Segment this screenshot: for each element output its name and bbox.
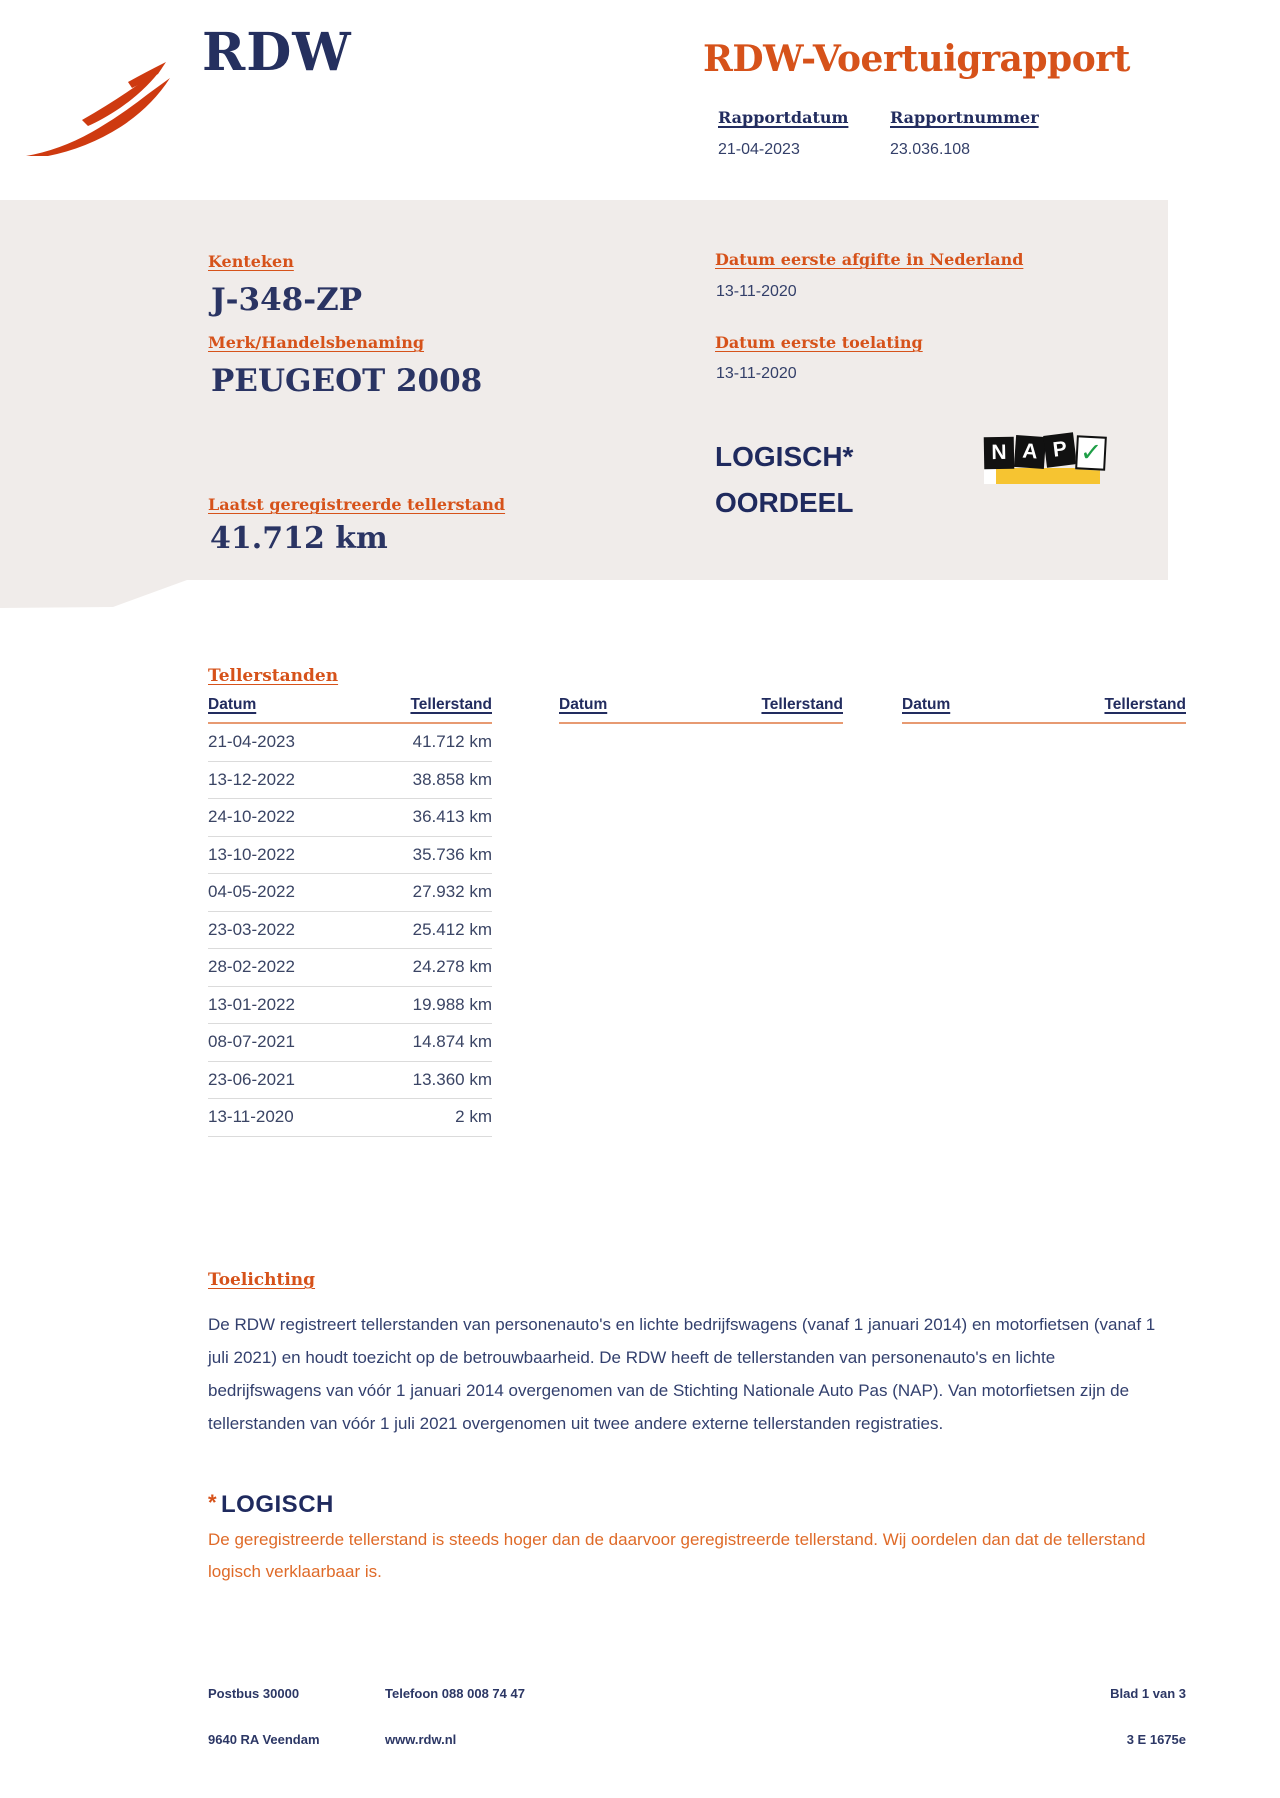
oordeel-line1: LOGISCH* bbox=[715, 441, 854, 472]
afgifte-value: 13-11-2020 bbox=[716, 283, 797, 300]
laatste-tellerstand-value: 41.712 km bbox=[210, 521, 388, 556]
merk-value: PEUGEOT 2008 bbox=[211, 363, 483, 399]
toelichting-heading: Toelichting bbox=[208, 1270, 316, 1290]
tellerstanden-column-group-2 bbox=[559, 696, 843, 724]
logisch-asterisk: * bbox=[208, 1490, 217, 1515]
nap-checkmark-icon: ✓ bbox=[1075, 435, 1107, 471]
tellerstand-row-date: 24-10-2022 bbox=[208, 807, 295, 827]
tellerstand-row-date: 13-01-2022 bbox=[208, 994, 295, 1014]
report-number-value: 23.036.108 bbox=[890, 141, 971, 158]
tellerstand-row bbox=[208, 1099, 492, 1137]
oordeel-verdict bbox=[715, 434, 853, 526]
tellerstanden-column-group-1 bbox=[208, 696, 492, 1137]
footer-page-indicator: Blad 1 van 3 bbox=[1110, 1686, 1186, 1701]
tellerstand-row bbox=[208, 837, 492, 875]
logisch-section-heading bbox=[208, 1490, 334, 1519]
nap-yellow-bar bbox=[996, 468, 1100, 484]
tellerstand-row-value: 2 km bbox=[455, 1107, 492, 1127]
tellerstand-row-value: 24.278 km bbox=[412, 957, 492, 977]
tellerstand-row-date: 23-06-2021 bbox=[208, 1069, 295, 1089]
rdw-logo-text: RDW bbox=[202, 22, 352, 83]
column-header-tellerstand: Tellerstand bbox=[410, 696, 492, 713]
footer-website-link[interactable]: www.rdw.nl bbox=[385, 1732, 457, 1747]
tellerstand-row-value: 41.712 km bbox=[412, 732, 492, 752]
report-date-label: Rapportdatum bbox=[718, 108, 849, 127]
footer-address-line2: 9640 RA Veendam bbox=[208, 1732, 320, 1747]
tellerstand-row bbox=[208, 762, 492, 800]
tellerstand-row bbox=[208, 874, 492, 912]
laatste-tellerstand-label: Laatst geregistreerde tellerstand bbox=[208, 495, 506, 514]
tellerstand-row bbox=[208, 1062, 492, 1100]
tellerstand-row-value: 13.360 km bbox=[412, 1069, 492, 1089]
table-header-row bbox=[902, 696, 1186, 724]
tellerstanden-heading: Tellerstanden bbox=[208, 666, 339, 686]
tellerstand-row bbox=[208, 799, 492, 837]
footer-phone: Telefoon 088 008 74 47 bbox=[385, 1686, 525, 1701]
table-body bbox=[208, 724, 492, 1137]
column-header-datum: Datum bbox=[559, 696, 608, 713]
nap-tile-n: N bbox=[984, 437, 1015, 470]
tellerstand-row bbox=[208, 1024, 492, 1062]
kenteken-label: Kenteken bbox=[208, 252, 294, 271]
logisch-word: LOGISCH bbox=[221, 1491, 334, 1518]
footer-form-code: 3 E 1675e bbox=[1126, 1732, 1186, 1747]
column-header-tellerstand: Tellerstand bbox=[1104, 696, 1186, 713]
tellerstand-row-value: 19.988 km bbox=[412, 994, 492, 1014]
table-header-row bbox=[559, 696, 843, 724]
tellerstand-row-date: 13-11-2020 bbox=[208, 1107, 294, 1127]
tellerstand-row-date: 04-05-2022 bbox=[208, 882, 295, 902]
tellerstand-row-value: 14.874 km bbox=[412, 1032, 492, 1052]
logisch-explanation: De geregistreerde tellerstand is steeds hoger dan de daarvoor geregistreerde tellerstand. Wij oordelen dan dat de tellerstand logisch verklaarbaar is. bbox=[208, 1530, 1146, 1581]
toelating-value: 13-11-2020 bbox=[716, 365, 797, 382]
tellerstand-row bbox=[208, 949, 492, 987]
tellerstand-row-value: 25.412 km bbox=[412, 919, 492, 939]
tellerstand-row-date: 21-04-2023 bbox=[208, 732, 295, 752]
tellerstand-row-date: 13-10-2022 bbox=[208, 844, 295, 864]
merk-label: Merk/Handelsbenaming bbox=[208, 333, 425, 352]
tellerstanden-table bbox=[208, 696, 1186, 1136]
table-header-row bbox=[208, 696, 492, 724]
report-date-value: 21-04-2023 bbox=[718, 141, 800, 158]
column-header-tellerstand: Tellerstand bbox=[761, 696, 843, 713]
nap-logo bbox=[980, 434, 1104, 486]
toelating-label: Datum eerste toelating bbox=[715, 333, 923, 352]
tellerstand-row-date: 13-12-2022 bbox=[208, 769, 295, 789]
tellerstand-row bbox=[208, 912, 492, 950]
tellerstand-row-date: 28-02-2022 bbox=[208, 957, 295, 977]
tellerstanden-column-group-3 bbox=[902, 696, 1186, 724]
tellerstand-row-date: 23-03-2022 bbox=[208, 919, 295, 939]
column-header-datum: Datum bbox=[208, 696, 257, 713]
footer-address-line1: Postbus 30000 bbox=[208, 1686, 300, 1701]
column-header-datum: Datum bbox=[902, 696, 951, 713]
rdw-logo-swoosh-icon bbox=[24, 60, 180, 160]
afgifte-label: Datum eerste afgifte in Nederland bbox=[715, 250, 1024, 269]
tellerstand-row-date: 08-07-2021 bbox=[208, 1032, 295, 1052]
report-number-label: Rapportnummer bbox=[890, 108, 1039, 127]
nap-tile-a: A bbox=[1014, 435, 1046, 469]
tellerstand-row bbox=[208, 987, 492, 1025]
nap-white-gap bbox=[984, 468, 996, 484]
tellerstand-row bbox=[208, 724, 492, 762]
tellerstand-row-value: 38.858 km bbox=[412, 769, 492, 789]
page-title: RDW-Voertuigrapport bbox=[703, 38, 1130, 80]
toelichting-paragraph: De RDW registreert tellerstanden van personenauto's en lichte bedrijfswagens (vanaf 1 januari 2014) en motorfietsen (vanaf 1 juli 2021) en houdt toezicht op de betrouwbaarheid. De RDW heeft de tellerstanden van personenauto's en lichte bedrijfswagens van vóór 1 januari 2014 overgenomen van de Stichting Nationale Auto Pas (NAP). Van motorfietsen zijn de tellerstanden van vóór 1 juli 2021 overgenomen uit twee andere externe tellerstanden registraties. bbox=[208, 1315, 1156, 1433]
tellerstand-row-value: 35.736 km bbox=[412, 844, 492, 864]
oordeel-line2: OORDEEL bbox=[715, 487, 854, 518]
kenteken-value: J-348-ZP bbox=[211, 282, 363, 318]
tellerstand-row-value: 27.932 km bbox=[412, 882, 492, 902]
nap-tile-p: P bbox=[1043, 432, 1077, 467]
tellerstand-row-value: 36.413 km bbox=[412, 807, 492, 827]
